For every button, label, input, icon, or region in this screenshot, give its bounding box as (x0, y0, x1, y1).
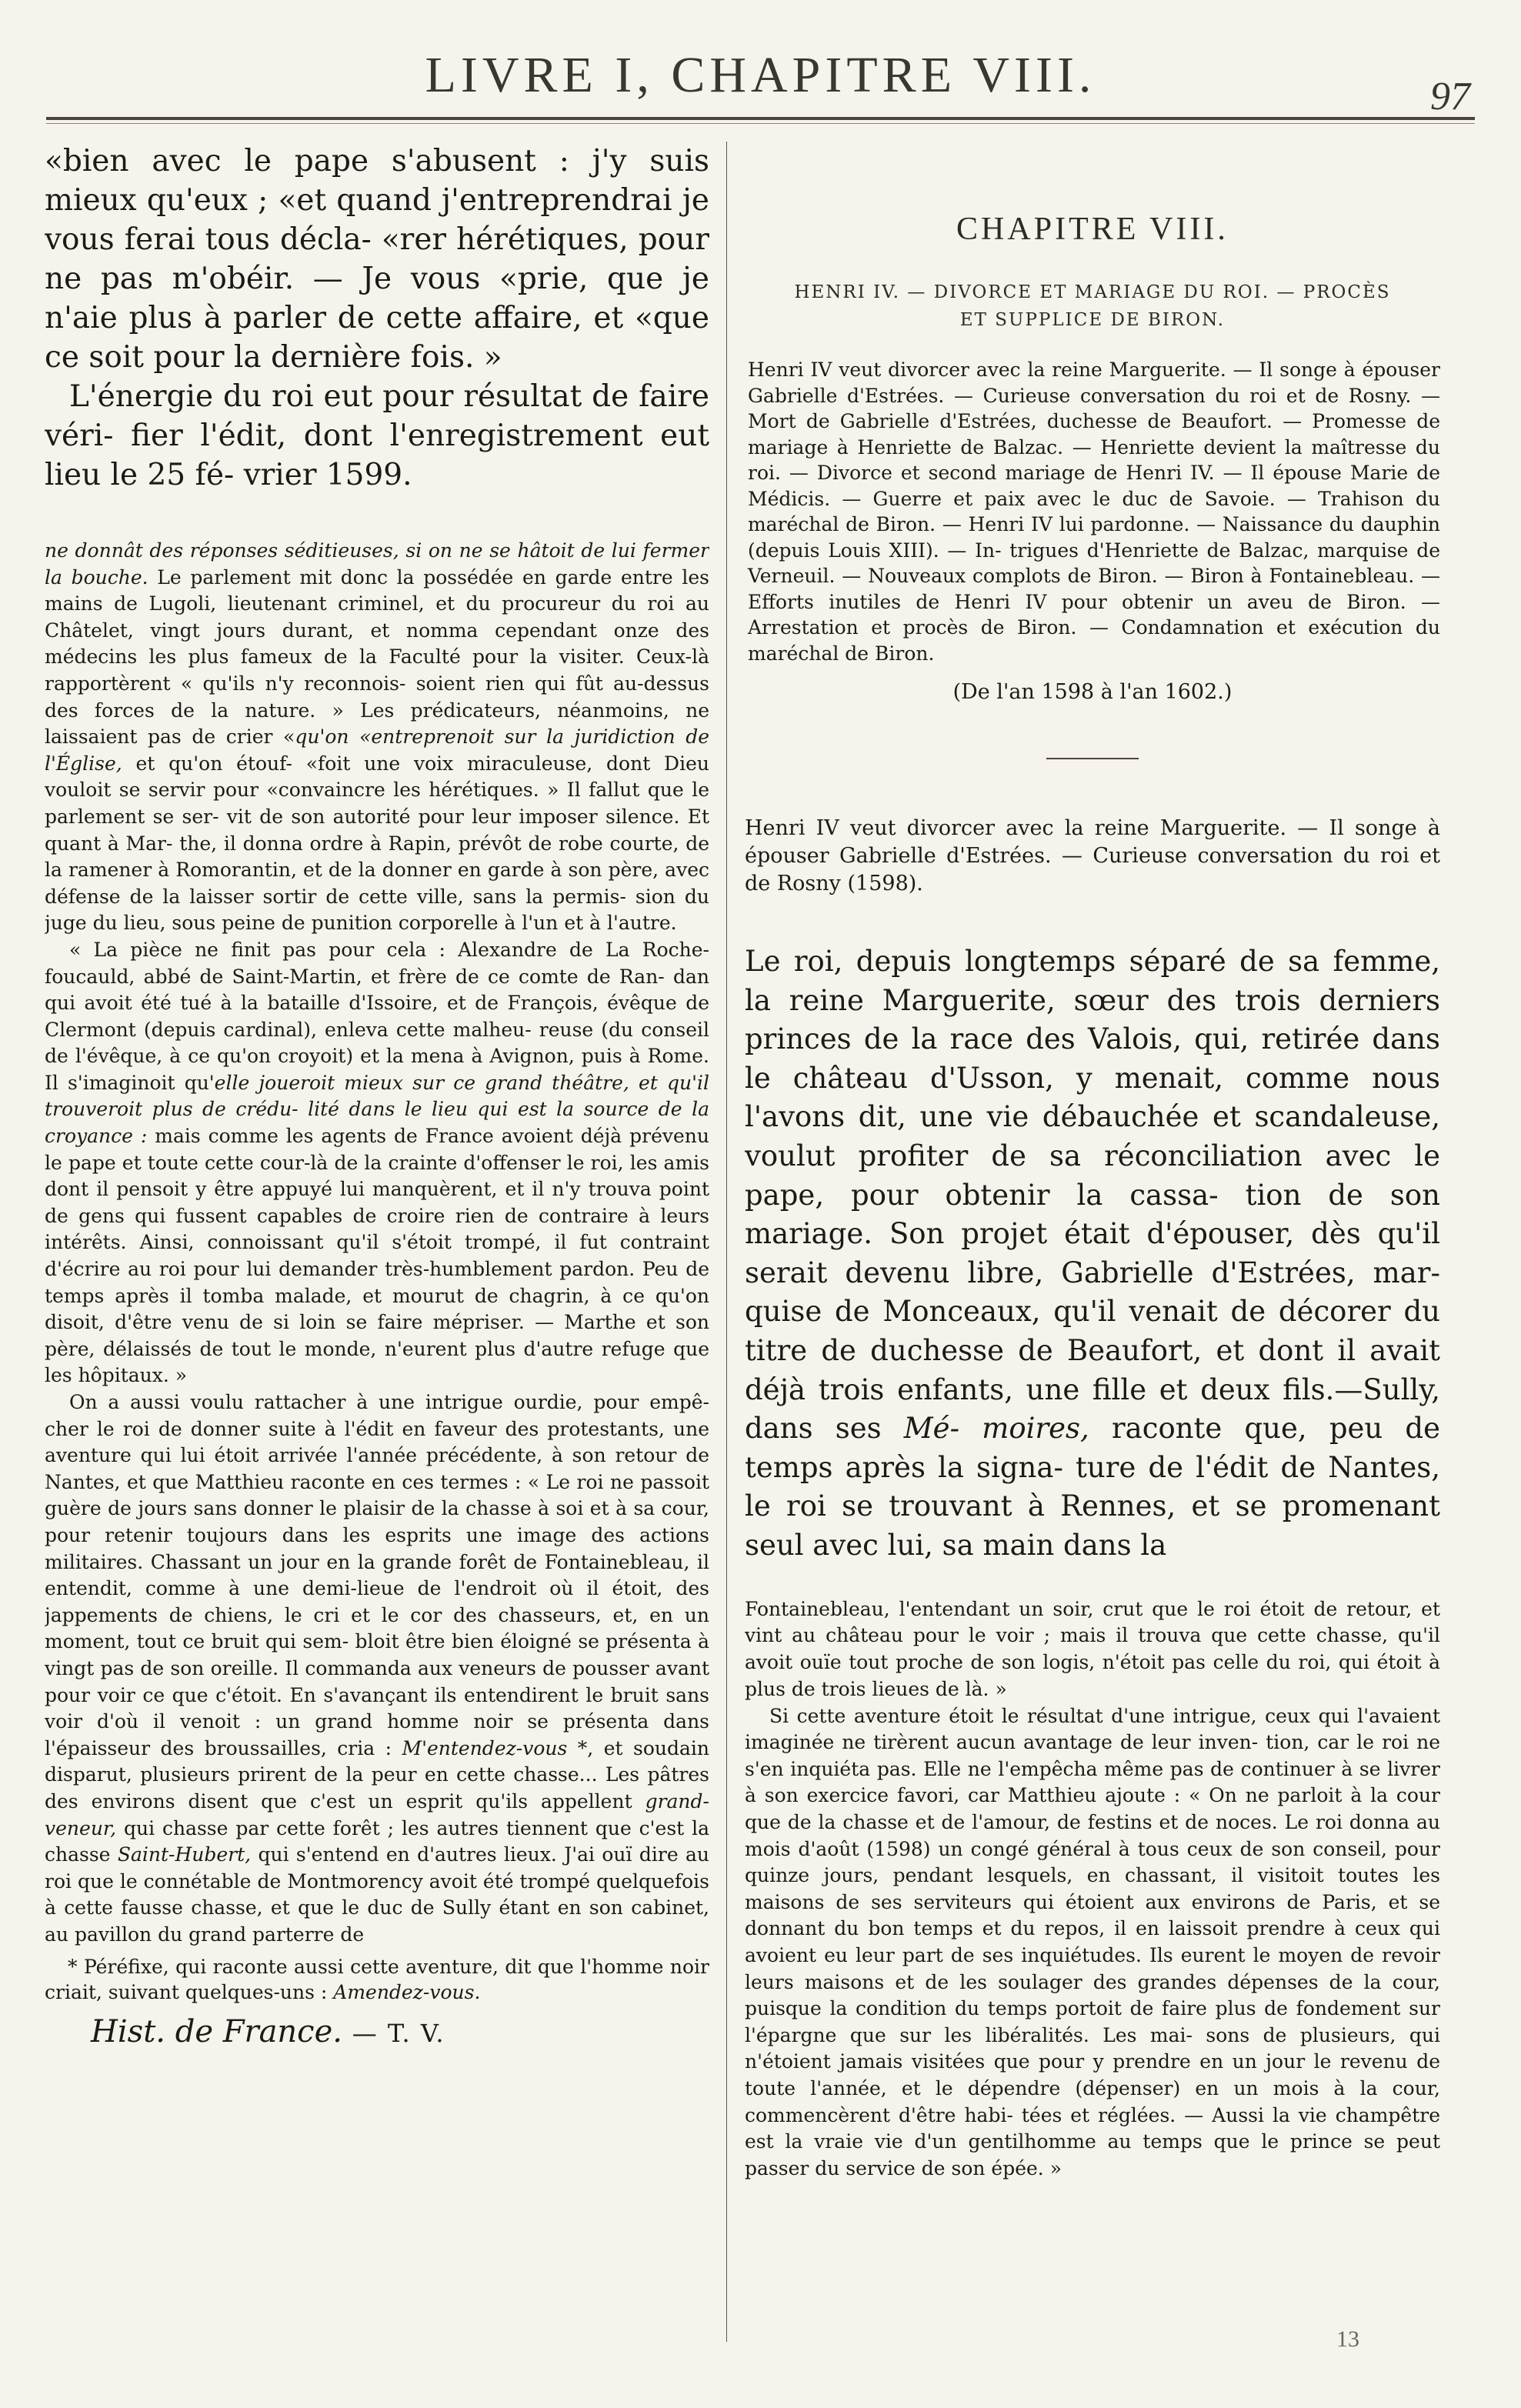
text-run: Le parlement mit donc la possédée en garde entre les mains de Lugoli, lieutenant criminel, et du procureur du roi au Châtelet, vingt jours durant, et nomma cependant onze des médecins les plus fameux de la Faculté pour la visiter. Ceux-là rapportèrent « qu'ils n'y reconnois- soient rien qui fût au-dessus des forces de la nature. » Les prédicateurs, néanmoins, ne laissaient pas de crier « (45, 565, 709, 749)
chapter-dates: (De l'an 1598 à l'an 1602.) (952, 680, 1232, 704)
text-run: qui chasse par cette forêt ; les autres tiennent que c'est la chasse (45, 1816, 709, 1866)
fontainebleau-paragraph: Fontainebleau, l'entendant un soir, crut que le roi étoit de retour, et vint au château pour le voir ; mais il trouva que cette chasse, qu'il avoit ouïe tout proche de son logis, n'étoit pas celle du roi, qui étoit à plus de trois lieues de là. » (745, 1597, 1440, 1700)
signature-line (45, 2014, 709, 2049)
chapter-title: CHAPITRE VIII. (956, 212, 1229, 247)
header-rule-thin (46, 123, 1475, 124)
signature-mark: 13 (1336, 2326, 1359, 2352)
section-gap (45, 495, 709, 538)
text-run: et qu'on étouf- «foit une voix miraculeuse, dont Dieu vouloit se servir pour «convaincre les hérétiques. » Il fallut que le parlement se ser- vit de son autorité pour leur imposer silence. Et quant à Mar- the, il donna ordre à Rapin, prévôt de robe courte, de la ramener à Romorantin, et de la donner en garde à son père, avec défense de la laisser sortir de cette ville, sans la permis- sion du juge du lieu, sous peine de punition corporelle à l'un et à l'autre. (45, 752, 709, 935)
section-summary: Henri IV veut divorcer avec la reine Marguerite. — Il songe à épouser Gabrielle d'Estrées. — Curieuse conversation du roi et de Rosny (1598). (745, 816, 1440, 895)
italic-phrase: M'entendez-vous (402, 1736, 568, 1759)
right-column (745, 142, 1440, 2354)
italic-phrase: Saint-Hubert, (117, 1843, 252, 1866)
section-rule (1046, 758, 1139, 759)
footnote (45, 1954, 709, 2005)
italic-phrase: qu'on «entreprenoit sur la juridiction de l'Église, (45, 725, 709, 775)
header-rule (46, 117, 1475, 120)
text-run: qui s'entend en d'autres lieux. J'ai ouï dire au roi que le connétable de Montmorency avoit été trompé quelquefois à cette fausse chasse, et que le duc de Sully étant en son cabinet, au pavillon du grand parterre de (45, 1843, 709, 1946)
chapter-subtitle: HENRI IV. — DIVORCE ET MARIAGE DU ROI. — PROCÈS ET SUPPLICE DE BIRON. (794, 282, 1391, 330)
text-run: raconte que, peu de temps après la signa- ture de l'édit de Nantes, le roi se trouvant à Rennes, et se promenant seul avec lui, sa main dans la (745, 1412, 1440, 1562)
italic-phrase: Mé- moires, (903, 1412, 1089, 1446)
italic-phrase: grand- veneur, (45, 1789, 709, 1839)
text-run: Le roi, depuis longtemps séparé de sa femme, la reine Marguerite, sœur des trois derniers princes de la race des Valois, qui, retirée dans le château d'Usson, y menait, comme nous l'avons dit, une vie débauchée et scandaleuse, voulut profiter de sa réconciliation avec le pape, pour obtenir la cassa- tion de son mariage. Son projet était d'épouser, dès qu'il serait devenu libre, Gabrielle d'Estrées, mar- quise de Monceaux, qu'il venait de décorer du titre de duchesse de Beaufort, et dont il avait déjà trois enfants, une fille et deux fils.—Sully, dans ses (745, 945, 1440, 1446)
quote-paragraph: «bien avec le pape s'abusent : j'y suis mieux qu'eux ; «et quand j'entreprendrai je vous ferai tous décla- «rer hérétiques, pour ne pas m'obéir. — Je vous «prie, que je n'aie plus à parler de cette affaire, et «que ce soit pour la dernière fois. » (45, 144, 709, 375)
signature-volume: — T. V. (352, 2019, 445, 2049)
edict-paragraph: L'énergie du roi eut pour résultat de faire véri- fier l'édit, dont l'enregistrement eut lieu le 25 fé- vrier 1599. (45, 379, 709, 492)
running-head: LIVRE I, CHAPITRE VIII. (425, 47, 1096, 103)
text-run: mais comme les agents de France avoient déjà prévenu le pape et toute cette cour-là de la crainte d'offenser le roi, les amis dont il pensoit y être appuyé lui manquèrent, et il n'y trouva point de gens qui fussent capables de croire rien de contraire à leurs intérêts. Ainsi, connoissant qu'il s'étoit trompé, il fut contraint d'écrire au roi pour lui demander très-humblement pardon. Peu de temps après il tomba malade, et mourut de chagrin, à ce qu'on disoit, d'être venu de si loin se faire mépriser. — Marthe et son père, délaissés de tout le monde, n'eurent plus d'autre refuge que les hôpitaux. » (45, 1125, 709, 1387)
text-run: *, et soudain disparut, plusieurs prirent de la peur en cette chasse... Les pâtres des environs disent que c'est un esprit qu'ils appellent (45, 1736, 709, 1813)
continuation-paragraph (45, 538, 709, 937)
intrigue-paragraph: Si cette aventure étoit le résultat d'une intrigue, ceux qui l'avaient imaginée ne tirèrent aucun avantage de leur inven- tion, car le roi ne s'en inquiéta pas. Elle ne l'empêcha même pas de continuer à se livrer à son exercice favori, car Matthieu ajoute : « On ne parloit à la cour que de la chasse et de l'amour, de festins et de noces. Le roi donna au mois d'août (1598) un congé général à tous ceux de son conseil, pour quinze jours, pendant lesquels, en chassant, il visitoit toutes les maisons de ses serviteurs qui étoient aux environs de Paris, et se donnant du bon temps et du repos, il en laissoit prendre à ceux qui avoient eu leur part de ses inquiétudes. Ils eurent le moyen de revoir leurs maisons et de les soulager des grandes dépenses de la cour, puisque la condition du temps portoit de faire plus de fondement sur l'épargne que sur les libéralités. Les mai- sons de plusieurs, qui n'étoient jamais visitées que pour y prendre en un jour le revenu de toute l'année, et le dépendre (dépenser) en un mois à la cour, commencèrent d'être habi- tées et réglées. — Aussi la vie champêtre est la vraie vie d'un gentilhomme au temps que le prince se peut passer du service de son épée. » (745, 1704, 1440, 2180)
text-run: « La pièce ne finit pas pour cela : Alexandre de La Roche- foucauld, abbé de Saint-Martin, et frère de ce comte de Ran- dan qui avoit été tué à la bataille d'Issoire, et de François, évêque de Clermont (depuis cardinal), enleva cette malheu- reuse (du conseil de l'évêque, à ce qu'on croyoit) et la mena à Avignon, puis à Rome. Il s'imaginoit qu' (45, 938, 709, 1094)
hunt-paragraph (45, 1389, 709, 1948)
italic-phrase: ne donnât des réponses séditieuses, si on ne se hâtoit de lui fermer la bouche. (45, 539, 709, 589)
page-header (0, 0, 1521, 135)
left-column (45, 142, 709, 2354)
text-run: On a aussi voulu rattacher à une intrigue ourdie, pour empê- cher le roi de donner suite à l'édit en faveur des protestants, une aventure qui lui étoit arrivée l'année précédente, à son retour de Nantes, et que Matthieu raconte en ces termes : « Le roi ne passoit guère de jours sans donner le plaisir de la chasse à soi et à sa cour, pour retenir toujours dans les esprits une image des actions militaires. Chassant un jour en la grande forêt de Fontainebleau, il entendit, comme à une demi-lieue de l'endroit où il étoit, des jappements de chiens, le cri et le cor des chasseurs, et, en un moment, tout ce bruit qui sem- bloit être bien éloigné se présenta à vingt pas de son oreille. Il commanda aux veneurs de pousser avant pour voir ce que c'étoit. En s'avançant ils entendirent le bruit sans voir d'où il venoit : un grand homme noir se présenta dans l'épaisseur des broussailles, cria : (45, 1391, 709, 1759)
signature-title: Hist. de France. (91, 2014, 342, 2050)
lead-paragraph (745, 942, 1440, 1566)
page-number: 97 (1430, 75, 1470, 118)
chapter-summary: Henri IV veut divorcer avec la reine Marguerite. — Il songe à épouser Gabrielle d'Estrées. — Curieuse conversation du roi et de Rosny. — Mort de Gabrielle d'Estrées, duchesse de Beaufort. — Promesse de mariage à Henriette de Balzac. — Henriette devient la maîtresse du roi. — Divorce et second mariage de Henri IV. — Il épouse Marie de Médicis. — Guerre et paix avec le duc de Savoie. — Trahison du maréchal de Biron. — Henri IV lui pardonne. — Naissance du dauphin (depuis Louis XIII). — In- trigues d'Henriette de Balzac, marquise de Verneuil. — Nouveaux complots de Biron. — Biron à Fontainebleau. — Efforts inutiles de Henri IV pour obtenir un aveu de Biron. — Arrestation et procès de Biron. — Condamnation et exécution du maréchal de Biron. (748, 359, 1440, 665)
rochefoucauld-paragraph (45, 937, 709, 1389)
column-divider (726, 142, 727, 2342)
footnote-text: * Péréfixe, qui raconte aussi cette aventure, dit que l'homme noir criait, suivant quelques-uns : (45, 1956, 709, 2004)
italic-phrase: elle joueroit mieux sur ce grand théâtre, et qu'il trouveroit plus de crédu- lité dans le lieu qui est la source de la croyance : (45, 1071, 709, 1148)
footnote-italic: Amendez-vous. (333, 1981, 481, 2004)
